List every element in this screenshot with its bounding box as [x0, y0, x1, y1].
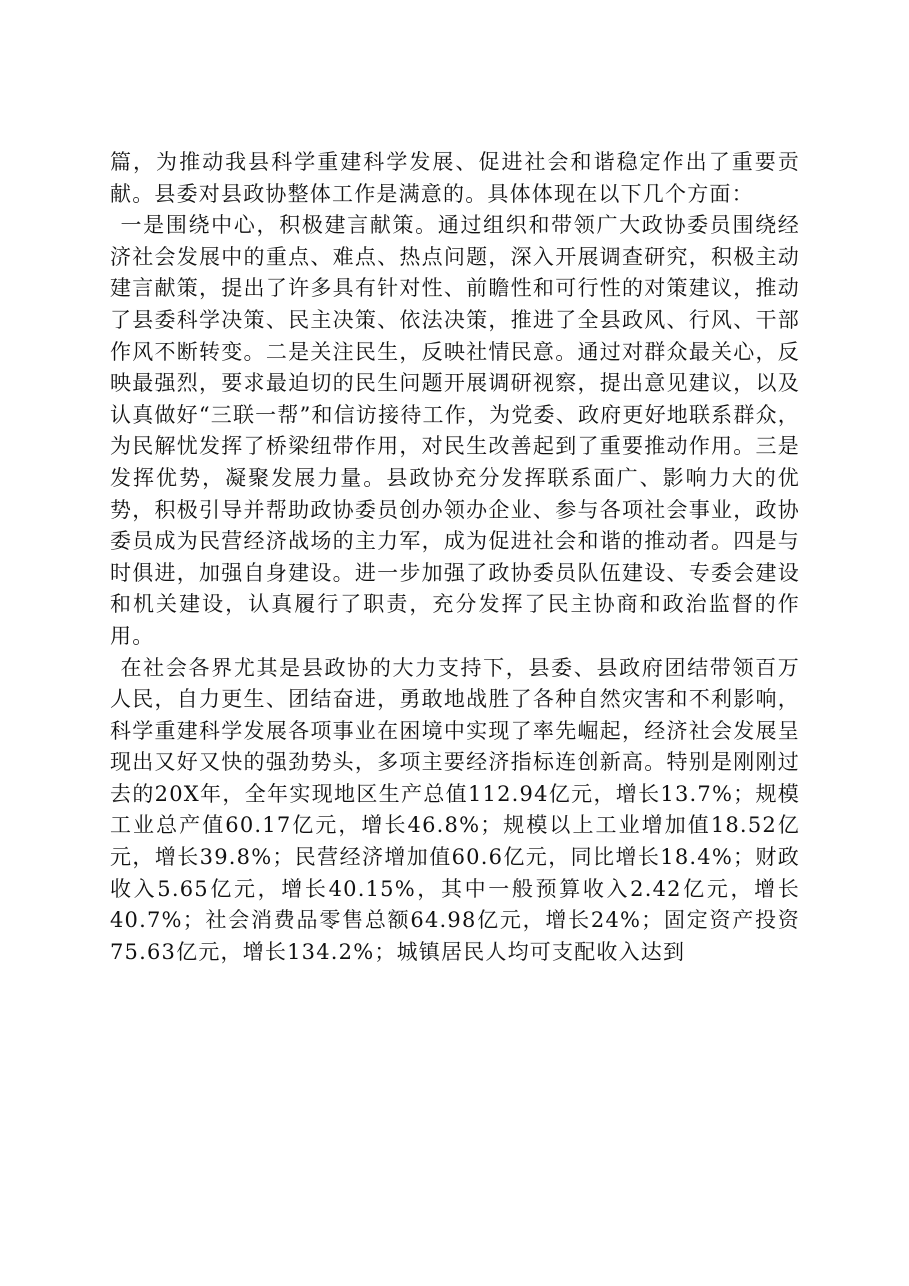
document-page [110, 147, 800, 968]
paragraph-cppcc-work: 一是围绕中心，积极建言献策。通过组织和带领广大政协委员围绕经济社会发展中的重点、难点、热点问题，深入开展调查研究，积极主动建言献策，提出了许多具有针对性、前瞻性和可行性的对策建议，推动了县委科学决策、民主决策、依法决策，推进了全县政风、行风、干部作风不断转变。二是关注民生，反映社情民意。通过对群众最关心，反映最强烈，要求最迫切的民生问题开展调研视察，提出意见建议，以及认真做好“三联一帮”和信访接待工作，为党委、政府更好地联系群众，为民解忧发挥了桥梁纽带作用，对民生改善起到了重要推动作用。三是发挥优势，凝聚发展力量。县政协充分发挥联系面广、影响力大的优势，积极引导并帮助政协委员创办领办企业、参与各项社会事业，政协委员成为民营经济战场的主力军，成为促进社会和谐的推动者。四是与时俱进，加强自身建设。进一步加强了政协委员队伍建设、专委会建设和机关建设，认真履行了职责，充分发挥了民主协商和政治监督的作用。 [110, 213, 800, 648]
paragraph-continuation: 篇，为推动我县科学重建科学发展、促进社会和谐稳定作出了重要贡献。县委对县政协整体工作是满意的。具体体现在以下几个方面： [110, 150, 800, 206]
paragraph-economic-results: 在社会各界尤其是县政协的大力支持下，县委、县政府团结带领百万人民，自力更生、团结奋进，勇敢地战胜了各种自然灾害和不利影响，科学重建科学发展各项事业在困境中实现了率先崛起，经济社会发展呈现出又好又快的强劲势头，多项主要经济指标连创新高。特别是刚刚过去的20X年，全年实现地区生产总值112.94亿元，增长13.7%；规模工业总产值60.17亿元，增长46.8%；规模以上工业增加值18.52亿元，增长39.8%；民营经济增加值60.6亿元，同比增长18.4%；财政收入5.65亿元，增长40.15%，其中一般预算收入2.42亿元，增长40.7%；社会消费品零售总额64.98亿元，增长24%；固定资产投资75.63亿元，增长134.2%；城镇居民人均可支配收入达到 [110, 655, 800, 964]
